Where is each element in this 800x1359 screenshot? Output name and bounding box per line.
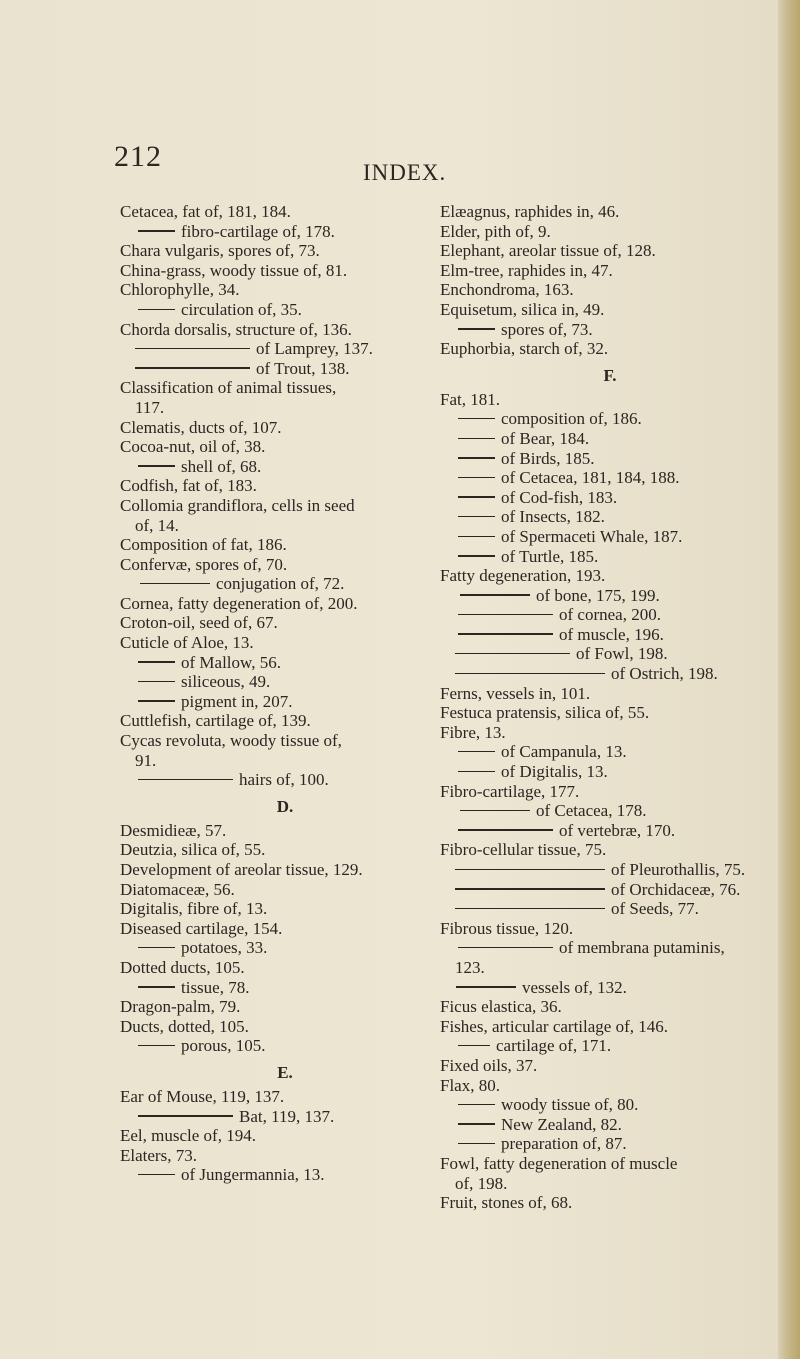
entry-text: Bat, 119, 137.	[239, 1106, 335, 1126]
entry-text: Diseased cartilage, 154.	[120, 918, 283, 938]
index-subentry	[440, 860, 780, 880]
entry-text: Fibro-cartilage, 177.	[440, 781, 580, 801]
index-subentry	[120, 1036, 450, 1056]
entry-text: Elder, pith of, 9.	[440, 221, 551, 241]
entry-text: Collomia grandiflora, cells in seed	[120, 495, 355, 515]
entry-text: vessels of, 132.	[522, 977, 627, 997]
section-letter: D.	[276, 796, 294, 816]
index-entry	[120, 633, 450, 653]
ditto-dash	[458, 536, 495, 537]
section-letter: E.	[277, 1062, 293, 1082]
index-subentry	[440, 409, 780, 429]
section-letter: F.	[603, 365, 617, 385]
entry-text: fibro-cartilage of, 178.	[181, 221, 335, 241]
index-subentry	[440, 507, 780, 527]
entry-text: Diatomaceæ, 56.	[120, 879, 235, 899]
index-subentry	[440, 1036, 780, 1056]
entry-text: of Birds, 185.	[501, 448, 595, 468]
ditto-dash	[138, 1045, 175, 1046]
index-entry	[120, 437, 450, 457]
entry-text: Classification of animal tissues,	[120, 378, 337, 398]
ditto-dash	[455, 908, 605, 909]
entry-text: Fatty degeneration, 193.	[440, 566, 606, 586]
entry-text: Fibre, 13.	[440, 722, 506, 742]
entry-text: hairs of, 100.	[239, 770, 329, 790]
ditto-dash	[138, 1115, 233, 1116]
index-entry	[440, 1017, 780, 1037]
entry-text: Chorda dorsalis, structure of, 136.	[120, 319, 352, 339]
index-entry	[120, 496, 450, 516]
index-entry	[120, 535, 450, 555]
entry-text: of muscle, 196.	[559, 624, 664, 644]
entry-text: Digitalis, fibre of, 13.	[120, 899, 268, 919]
entry-text: Eel, muscle of, 194.	[120, 1126, 256, 1146]
running-head: INDEX.	[363, 160, 447, 185]
ditto-dash	[458, 328, 495, 329]
entry-text: of Campanula, 13.	[501, 742, 627, 762]
entry-text: Croton-oil, seed of, 67.	[120, 613, 278, 633]
ditto-dash	[135, 348, 250, 349]
ditto-dash	[138, 986, 175, 987]
entry-text: of vertebræ, 170.	[559, 820, 676, 840]
page-edge	[778, 0, 800, 1359]
index-entry	[120, 840, 450, 860]
index-entry	[440, 1076, 780, 1096]
ditto-dash	[458, 457, 495, 458]
entry-text: of Pleurothallis, 75.	[611, 860, 746, 879]
index-entry	[120, 711, 450, 731]
entry-text: of, 14.	[135, 515, 179, 535]
ditto-dash	[138, 230, 175, 231]
entry-text: of Jungermannia, 13.	[181, 1165, 325, 1185]
index-entry	[120, 320, 450, 340]
entry-text: Festuca pratensis, silica of, 55.	[440, 703, 650, 723]
ditto-dash	[458, 1123, 495, 1124]
index-subentry	[120, 672, 450, 692]
entry-text: Fixed oils, 37.	[440, 1055, 538, 1075]
ditto-dash	[458, 614, 553, 615]
entry-text: of Digitalis, 13.	[501, 762, 608, 782]
entry-text: Fruit, stones of, 68.	[440, 1193, 573, 1213]
ditto-dash	[455, 673, 605, 674]
index-entry	[120, 880, 450, 900]
ditto-dash	[458, 633, 553, 634]
index-entry	[120, 1146, 450, 1166]
index-entry	[120, 594, 450, 614]
index-entry	[120, 860, 450, 880]
entry-text: tissue, 78.	[181, 977, 250, 997]
index-entry	[120, 731, 450, 751]
index-column-right	[440, 202, 780, 1213]
index-subentry	[440, 625, 780, 645]
index-subentry	[440, 320, 780, 340]
entry-text: of Bear, 184.	[501, 428, 590, 448]
ditto-dash	[458, 496, 495, 497]
entry-text: Cocoa-nut, oil of, 38.	[120, 437, 266, 457]
entry-text: Desmidieæ, 57.	[120, 820, 227, 840]
ditto-dash	[138, 779, 233, 780]
index-entry	[440, 339, 780, 359]
index-entry	[440, 1154, 780, 1174]
entry-text: of membrana putaminis,	[559, 938, 725, 958]
entry-text: of Trout, 138.	[256, 358, 350, 378]
entry-text: 123.	[455, 957, 485, 977]
index-subentry	[120, 1107, 450, 1127]
index-subentry	[440, 1115, 780, 1135]
index-subentry	[440, 742, 780, 762]
entry-text: Flax, 80.	[440, 1075, 500, 1095]
index-entry-continuation	[120, 516, 450, 536]
ditto-dash	[138, 947, 175, 948]
index-subentry	[120, 770, 450, 790]
index-subentry	[440, 938, 780, 958]
entry-text: 117.	[135, 397, 165, 417]
index-subentry	[120, 359, 450, 379]
index-entry	[440, 280, 780, 300]
index-entry	[440, 222, 780, 242]
index-entry	[440, 703, 780, 723]
index-subentry	[440, 449, 780, 469]
ditto-dash	[460, 594, 530, 595]
index-subentry	[120, 457, 450, 477]
entry-text: of Cetacea, 181, 184, 188.	[501, 468, 680, 488]
index-entry	[440, 997, 780, 1017]
entry-text: Cycas revoluta, woody tissue of,	[120, 731, 342, 751]
entry-text: conjugation of, 72.	[216, 574, 345, 594]
entry-text: Euphorbia, starch of, 32.	[440, 339, 609, 359]
ditto-dash	[138, 700, 175, 701]
index-subentry	[120, 1165, 450, 1185]
entry-text: New Zealand, 82.	[501, 1114, 622, 1134]
index-entry	[440, 566, 780, 586]
entry-text: Fishes, articular cartilage of, 146.	[440, 1016, 669, 1036]
index-subentry	[120, 692, 450, 712]
entry-text: Dotted ducts, 105.	[120, 957, 245, 977]
entry-text: siliceous, 49.	[181, 672, 271, 692]
entry-text: Ear of Mouse, 119, 137.	[120, 1086, 285, 1106]
index-subentry	[120, 978, 450, 998]
index-entry	[120, 241, 450, 261]
index-subentry	[440, 586, 780, 606]
index-subentry	[120, 574, 450, 594]
ditto-dash	[138, 309, 175, 310]
ditto-dash	[458, 418, 495, 419]
index-entry	[120, 202, 450, 222]
ditto-dash	[140, 583, 210, 584]
page-number: 212	[114, 140, 162, 173]
entry-text: of Turtle, 185.	[501, 546, 599, 566]
entry-text: Ducts, dotted, 105.	[120, 1016, 249, 1036]
entry-text: Cuttlefish, cartilage of, 139.	[120, 711, 311, 731]
entry-text: Fat, 181.	[440, 389, 500, 409]
entry-text: potatoes, 33.	[181, 938, 268, 958]
ditto-dash	[455, 653, 570, 654]
entry-text: of Cod-fish, 183.	[501, 487, 618, 507]
index-subentry	[440, 664, 780, 684]
index-subentry	[440, 880, 780, 900]
entry-text: of Spermaceti Whale, 187.	[501, 526, 683, 546]
index-subentry	[440, 1134, 780, 1154]
index-entry-continuation	[440, 1174, 780, 1194]
index-entry	[120, 613, 450, 633]
index-subentry	[120, 222, 450, 242]
index-entry-continuation	[120, 398, 450, 418]
index-entry	[440, 723, 780, 743]
ditto-dash	[458, 1104, 495, 1105]
index-entry	[120, 899, 450, 919]
entry-text: of Ostrich, 198.	[611, 664, 718, 684]
entry-text: shell of, 68.	[181, 456, 262, 476]
ditto-dash	[458, 1143, 495, 1144]
ditto-dash	[455, 869, 605, 870]
index-entry	[120, 555, 450, 575]
ditto-dash	[458, 751, 495, 752]
index-entry	[120, 919, 450, 939]
entry-text: Dragon-palm, 79.	[120, 997, 241, 1017]
index-entry-continuation	[120, 751, 450, 771]
ditto-dash	[135, 367, 250, 368]
entry-text: Clematis, ducts of, 107.	[120, 417, 282, 437]
ditto-dash	[456, 986, 516, 987]
index-entry	[120, 1087, 450, 1107]
ditto-dash	[458, 771, 495, 772]
entry-text: Elaters, 73.	[120, 1145, 197, 1165]
index-entry	[120, 476, 450, 496]
index-entry	[440, 390, 780, 410]
index-subentry	[440, 1095, 780, 1115]
index-entry	[440, 1193, 780, 1213]
index-subentry	[120, 653, 450, 673]
index-subentry	[440, 488, 780, 508]
index-entry	[120, 821, 450, 841]
index-subentry	[120, 938, 450, 958]
index-entry	[440, 241, 780, 261]
entry-text: Fowl, fatty degeneration of muscle	[440, 1153, 678, 1173]
index-subentry	[440, 644, 780, 664]
entry-text: Chara vulgaris, spores of, 73.	[120, 241, 320, 261]
entry-text: Composition of fat, 186.	[120, 535, 287, 555]
index-column-left	[120, 202, 450, 1185]
entry-text: Codfish, fat of, 183.	[120, 476, 257, 496]
index-subentry	[440, 978, 780, 998]
entry-text: China-grass, woody tissue of, 81.	[120, 260, 348, 280]
ditto-dash	[458, 947, 553, 948]
entry-text: of Orchidaceæ, 76.	[611, 879, 741, 899]
index-subentry	[120, 339, 450, 359]
ditto-dash	[458, 477, 495, 478]
index-subentry	[440, 527, 780, 547]
entry-text: of Insects, 182.	[501, 507, 605, 527]
entry-text: Confervæ, spores of, 70.	[120, 554, 288, 574]
entry-text: composition of, 186.	[501, 409, 642, 429]
index-entry	[440, 840, 780, 860]
entry-text: Equisetum, silica in, 49.	[440, 299, 605, 319]
index-entry	[440, 919, 780, 939]
entry-text: Development of areolar tissue, 129.	[120, 860, 363, 879]
index-entry-continuation	[440, 958, 780, 978]
index-subentry	[440, 547, 780, 567]
entry-text: Fibrous tissue, 120.	[440, 918, 574, 938]
index-entry	[120, 280, 450, 300]
entry-text: Chlorophylle, 34.	[120, 280, 240, 300]
entry-text: of bone, 175, 199.	[536, 585, 660, 605]
entry-text: 91.	[135, 750, 157, 770]
entry-text: spores of, 73.	[501, 319, 593, 339]
ditto-dash	[138, 1174, 175, 1175]
ditto-dash	[458, 438, 495, 439]
entry-text: Fibro-cellular tissue, 75.	[440, 840, 607, 860]
entry-text: porous, 105.	[181, 1036, 266, 1056]
entry-text: circulation of, 35.	[181, 299, 302, 319]
entry-text: cartilage of, 171.	[496, 1036, 612, 1056]
entry-text: of Mallow, 56.	[181, 652, 281, 672]
entry-text: Enchondroma, 163.	[440, 280, 574, 300]
index-subentry	[440, 821, 780, 841]
ditto-dash	[455, 888, 605, 889]
entry-text: Elæagnus, raphides in, 46.	[440, 202, 620, 221]
index-entry	[440, 684, 780, 704]
index-entry	[120, 261, 450, 281]
entry-text: of Fowl, 198.	[576, 644, 668, 664]
ditto-dash	[458, 829, 553, 830]
index-subentry	[120, 300, 450, 320]
entry-text: Ficus elastica, 36.	[440, 997, 562, 1017]
ditto-dash	[138, 465, 175, 466]
entry-text: Cornea, fatty degeneration of, 200.	[120, 593, 358, 613]
entry-text: Elephant, areolar tissue of, 128.	[440, 241, 656, 261]
index-entry	[120, 378, 450, 398]
index-entry	[120, 958, 450, 978]
entry-text: Elm-tree, raphides in, 47.	[440, 260, 613, 280]
ditto-dash	[138, 681, 175, 682]
index-entry	[440, 300, 780, 320]
entry-text: preparation of, 87.	[501, 1134, 627, 1154]
entry-text: pigment in, 207.	[181, 691, 293, 711]
index-entry	[440, 202, 780, 222]
index-entry	[440, 261, 780, 281]
ditto-dash	[138, 661, 175, 662]
ditto-dash	[458, 1045, 490, 1046]
entry-text: of Lamprey, 137.	[256, 339, 373, 359]
ditto-dash	[458, 555, 495, 556]
entry-text: of Seeds, 77.	[611, 899, 699, 919]
index-entry	[120, 1126, 450, 1146]
entry-text: of, 198.	[455, 1173, 508, 1193]
index-subentry	[440, 605, 780, 625]
entry-text: Cuticle of Aloe, 13.	[120, 633, 254, 653]
index-subentry	[440, 801, 780, 821]
index-entry	[120, 418, 450, 438]
ditto-dash	[458, 516, 495, 517]
entry-text: woody tissue of, 80.	[501, 1095, 639, 1115]
index-entry	[120, 1017, 450, 1037]
index-subentry	[440, 899, 780, 919]
index-entry	[120, 997, 450, 1017]
ditto-dash	[460, 810, 530, 811]
entry-text: Ferns, vessels in, 101.	[440, 683, 591, 703]
index-entry	[440, 782, 780, 802]
entry-text: of cornea, 200.	[559, 605, 661, 625]
index-subentry	[440, 429, 780, 449]
index-entry	[440, 1056, 780, 1076]
index-subentry	[440, 468, 780, 488]
entry-text: Cetacea, fat of, 181, 184.	[120, 202, 291, 221]
entry-text: Deutzia, silica of, 55.	[120, 840, 266, 860]
entry-text: of Cetacea, 178.	[536, 801, 647, 821]
index-subentry	[440, 762, 780, 782]
